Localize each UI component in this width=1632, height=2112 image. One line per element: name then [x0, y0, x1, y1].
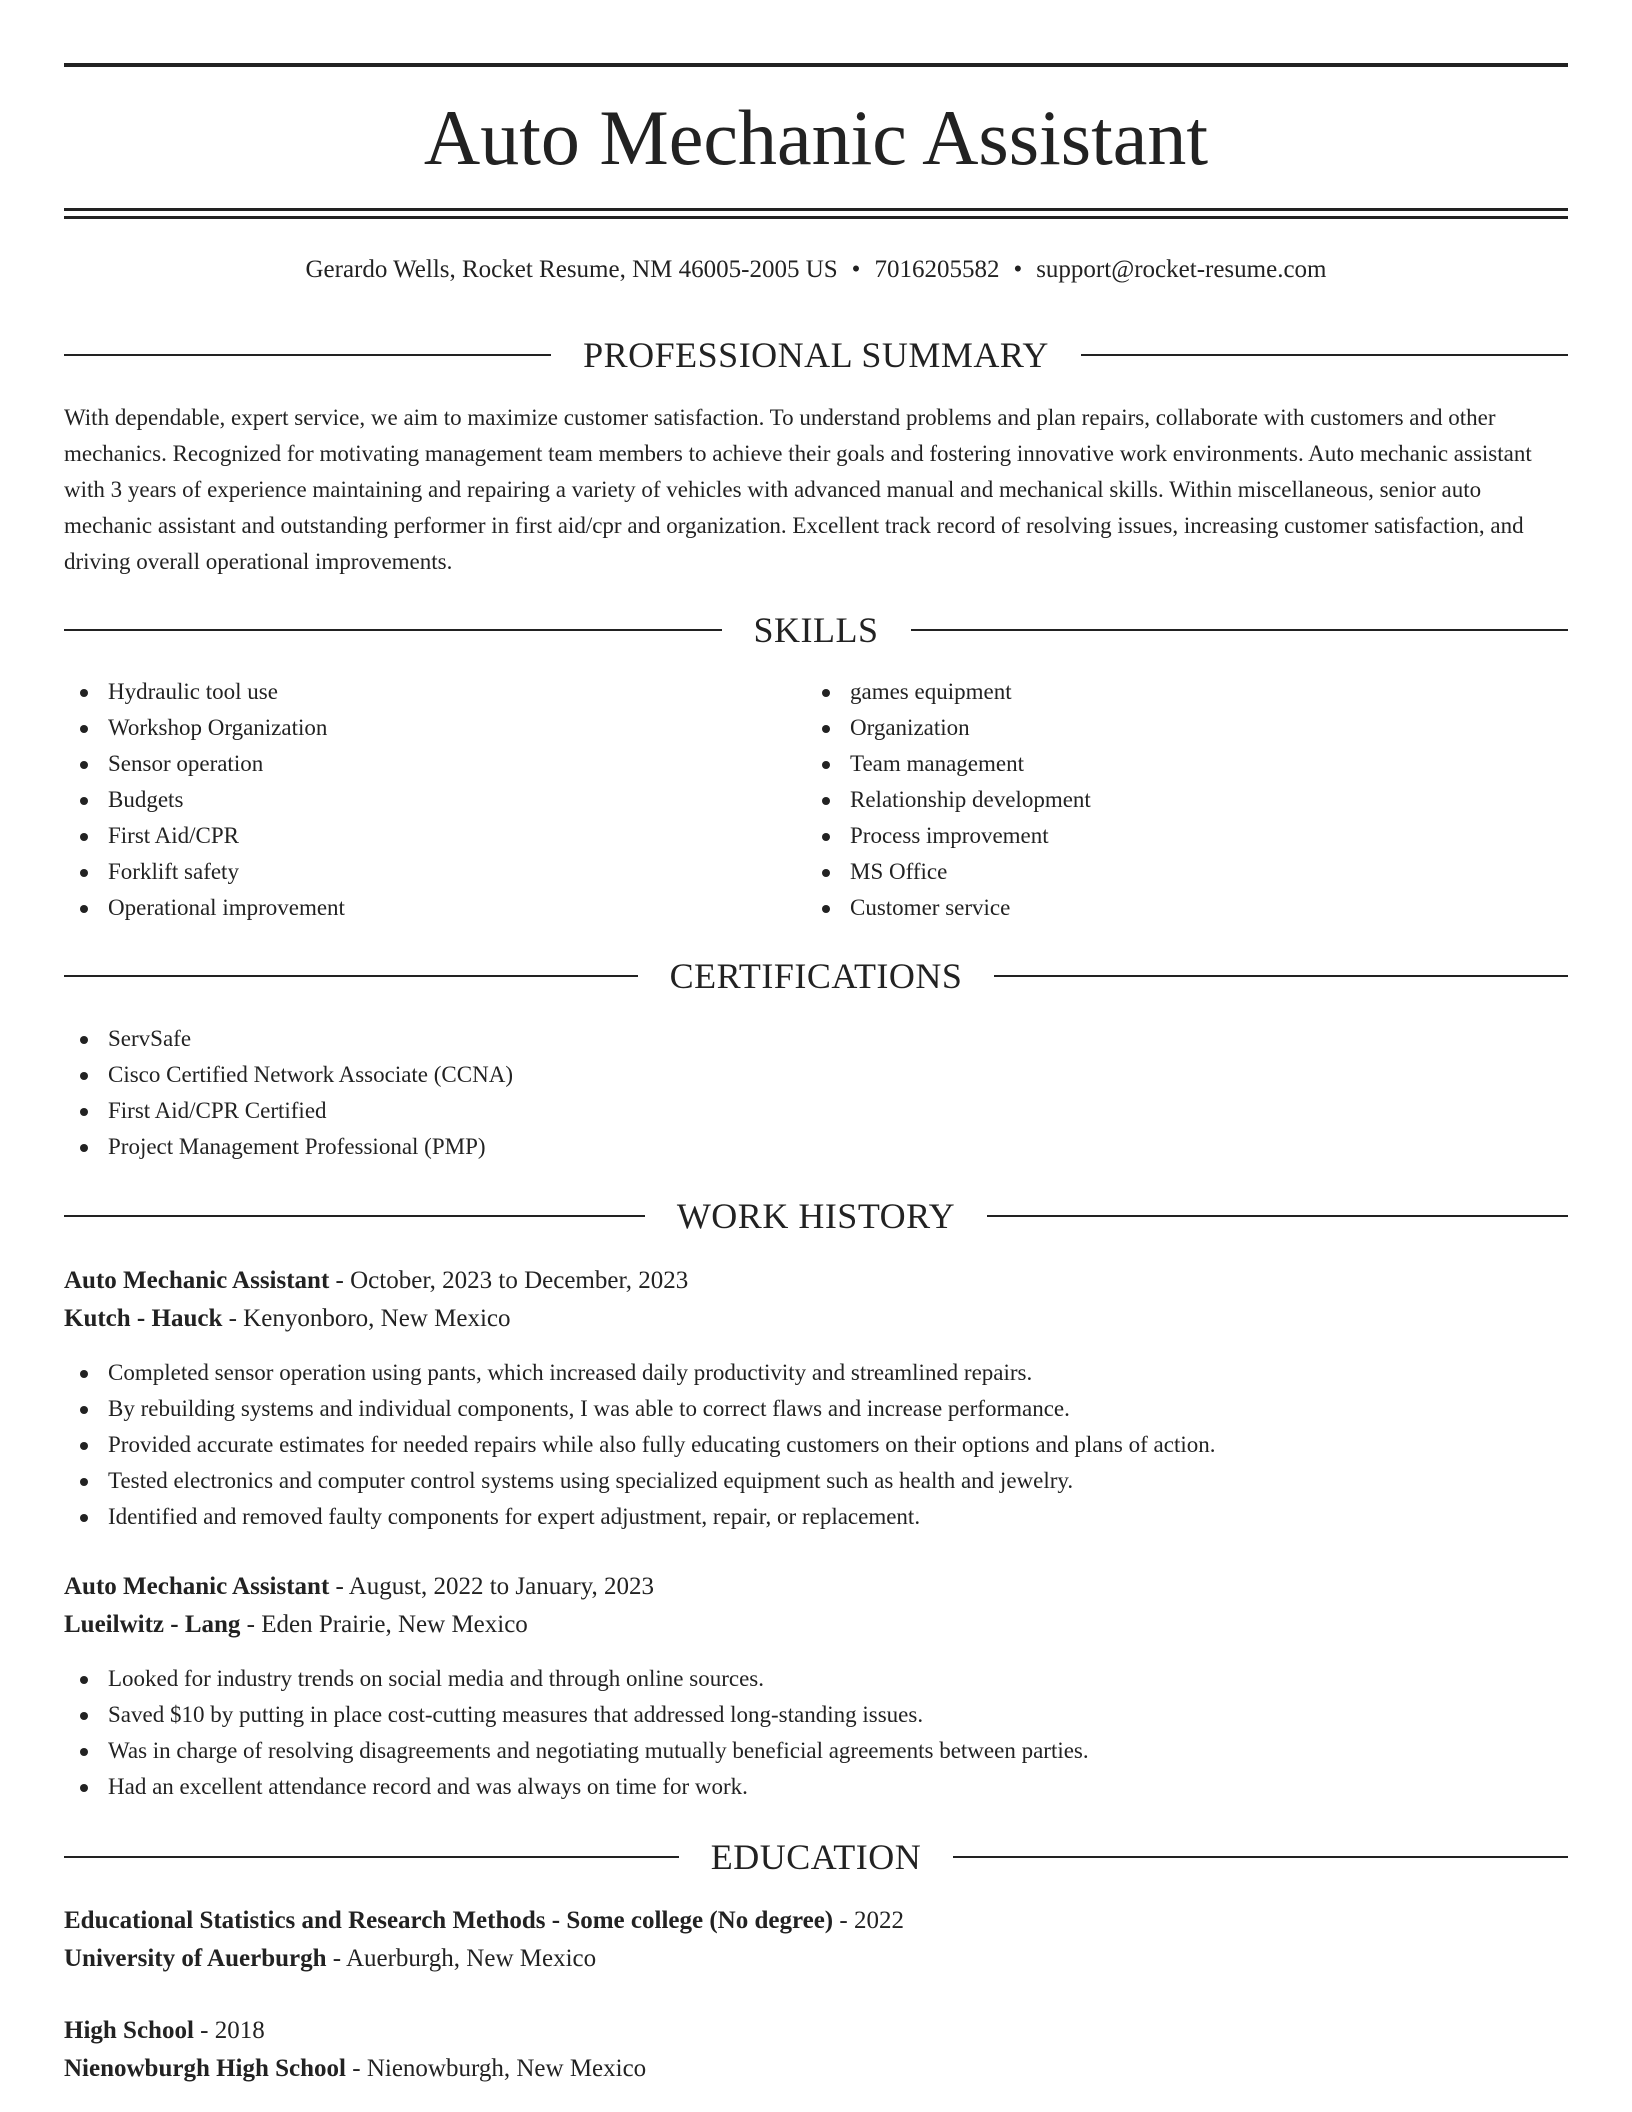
- education-year: - 2022: [833, 1907, 904, 1934]
- education-year: - 2018: [193, 2017, 265, 2044]
- skill-item: First Aid/CPR: [64, 818, 345, 854]
- certification-item: Cisco Certified Network Associate (CCNA): [64, 1057, 513, 1093]
- skill-item: Team management: [806, 746, 1091, 782]
- heading-rule-left: [64, 629, 722, 631]
- heading-rule-right: [911, 629, 1569, 631]
- summary-heading: [64, 333, 1568, 377]
- skill-item: Customer service: [806, 890, 1091, 926]
- skills-list-left: [64, 674, 345, 926]
- job-company: Lueilwitz - Lang: [64, 1611, 241, 1638]
- heading-rule-left: [64, 975, 638, 977]
- skill-item: Process improvement: [806, 818, 1091, 854]
- skills-heading: [64, 608, 1568, 652]
- job-company-line: [64, 1606, 1568, 1644]
- contact-separator: •: [1013, 256, 1023, 283]
- education-location: - Auerburgh, New Mexico: [326, 1945, 597, 1972]
- title-rule-upper: [64, 208, 1568, 211]
- certification-item: ServSafe: [64, 1021, 513, 1057]
- job-bullets: [64, 1661, 1089, 1805]
- job-bullets: [64, 1355, 1216, 1535]
- job-title: Auto Mechanic Assistant: [64, 1267, 330, 1294]
- skill-item: Forklift safety: [64, 854, 345, 890]
- heading-rule-left: [64, 354, 551, 356]
- job-bullet: Saved $10 by putting in place cost-cutting measures that addressed long-standing issues.: [64, 1697, 1089, 1733]
- heading-rule-right: [987, 1215, 1568, 1217]
- section-title: WORK HISTORY: [676, 1196, 956, 1236]
- education-heading: [64, 1835, 1568, 1879]
- certifications-list: [64, 1021, 513, 1165]
- job-bullet: Was in charge of resolving disagreements and negotiating mutually beneficial agreements between parties.: [64, 1733, 1089, 1769]
- job-location: - Kenyonboro, New Mexico: [222, 1305, 511, 1332]
- contact-email: support@rocket-resume.com: [1036, 256, 1327, 283]
- education-school: Nienowburgh High School: [64, 2055, 347, 2082]
- education-degree-line: [64, 1902, 1568, 1940]
- contact-line: [64, 252, 1568, 288]
- job-bullet: Completed sensor operation using pants, which increased daily productivity and streamlined repairs.: [64, 1355, 1216, 1391]
- skill-item: Organization: [806, 710, 1091, 746]
- job-company: Kutch - Hauck: [64, 1305, 223, 1332]
- education-degree: High School: [64, 2017, 194, 2044]
- top-rule: [64, 63, 1568, 67]
- skill-item: Hydraulic tool use: [64, 674, 345, 710]
- heading-rule-right: [994, 975, 1568, 977]
- heading-rule-left: [64, 1856, 679, 1858]
- job-bullet: Identified and removed faulty components for expert adjustment, repair, or replacement.: [64, 1499, 1216, 1535]
- job-title-line: [64, 1568, 1568, 1606]
- job-bullet: Had an excellent attendance record and was always on time for work.: [64, 1769, 1089, 1805]
- job-company-line: [64, 1300, 1568, 1338]
- job-bullet: Looked for industry trends on social media and through online sources.: [64, 1661, 1089, 1697]
- contact-phone: 7016205582: [874, 256, 1000, 283]
- title-rule-lower: [64, 216, 1568, 219]
- job-title: Auto Mechanic Assistant: [64, 1573, 330, 1600]
- certification-item: First Aid/CPR Certified: [64, 1093, 513, 1129]
- skill-item: Budgets: [64, 782, 345, 818]
- skill-item: MS Office: [806, 854, 1091, 890]
- skill-item: Sensor operation: [64, 746, 345, 782]
- section-title: CERTIFICATIONS: [669, 956, 963, 996]
- job-location: - Eden Prairie, New Mexico: [240, 1611, 528, 1638]
- education-degree-line: [64, 2012, 1568, 2050]
- summary-text: With dependable, expert service, we aim to maximize customer satisfaction. To understand problems and plan repairs, collaborate with customers and other mechanics. Recognized for motivating management team members to achieve their goals and fostering innovative work environments. Auto mechanic assistant with 3 years of experience maintaining and repairing a variety of vehicles with advanced manual and mechanical skills. Within miscellaneous, senior auto mechanic assistant and outstanding performer in first aid/cpr and organization. Excellent track record of resolving issues, increasing customer satisfaction, and driving overall operational improvements.: [64, 405, 1532, 574]
- certification-item: Project Management Professional (PMP): [64, 1129, 513, 1165]
- contact-address: Gerardo Wells, Rocket Resume, NM 46005-2005 US: [305, 256, 838, 283]
- skill-item: games equipment: [806, 674, 1091, 710]
- job-dates: - August, 2022 to January, 2023: [329, 1573, 655, 1600]
- work-history-heading: [64, 1194, 1568, 1238]
- section-title: SKILLS: [753, 610, 879, 650]
- heading-rule-right: [953, 1856, 1568, 1858]
- education-degree: Educational Statistics and Research Methods - Some college (No degree): [64, 1907, 834, 1934]
- skill-item: Workshop Organization: [64, 710, 345, 746]
- education-location: - Nienowburgh, New Mexico: [346, 2055, 647, 2082]
- education-school: University of Auerburgh: [64, 1945, 327, 1972]
- job-bullet: By rebuilding systems and individual components, I was able to correct flaws and increase performance.: [64, 1391, 1216, 1427]
- section-title: PROFESSIONAL SUMMARY: [583, 335, 1049, 375]
- contact-separator: •: [851, 256, 861, 283]
- section-title: EDUCATION: [710, 1837, 922, 1877]
- job-bullet: Provided accurate estimates for needed repairs while also fully educating customers on their options and plans of action.: [64, 1427, 1216, 1463]
- skill-item: Operational improvement: [64, 890, 345, 926]
- certifications-heading: [64, 954, 1568, 998]
- education-school-line: [64, 2050, 1568, 2088]
- job-title-line: [64, 1262, 1568, 1300]
- job-dates: - October, 2023 to December, 2023: [329, 1267, 689, 1294]
- heading-rule-left: [64, 1215, 645, 1217]
- education-school-line: [64, 1940, 1568, 1978]
- skill-item: Relationship development: [806, 782, 1091, 818]
- job-bullet: Tested electronics and computer control systems using specialized equipment such as health and jewelry.: [64, 1463, 1216, 1499]
- skills-list-right: [806, 674, 1091, 926]
- page-title: Auto Mechanic Assistant: [423, 94, 1209, 181]
- heading-rule-right: [1081, 354, 1568, 356]
